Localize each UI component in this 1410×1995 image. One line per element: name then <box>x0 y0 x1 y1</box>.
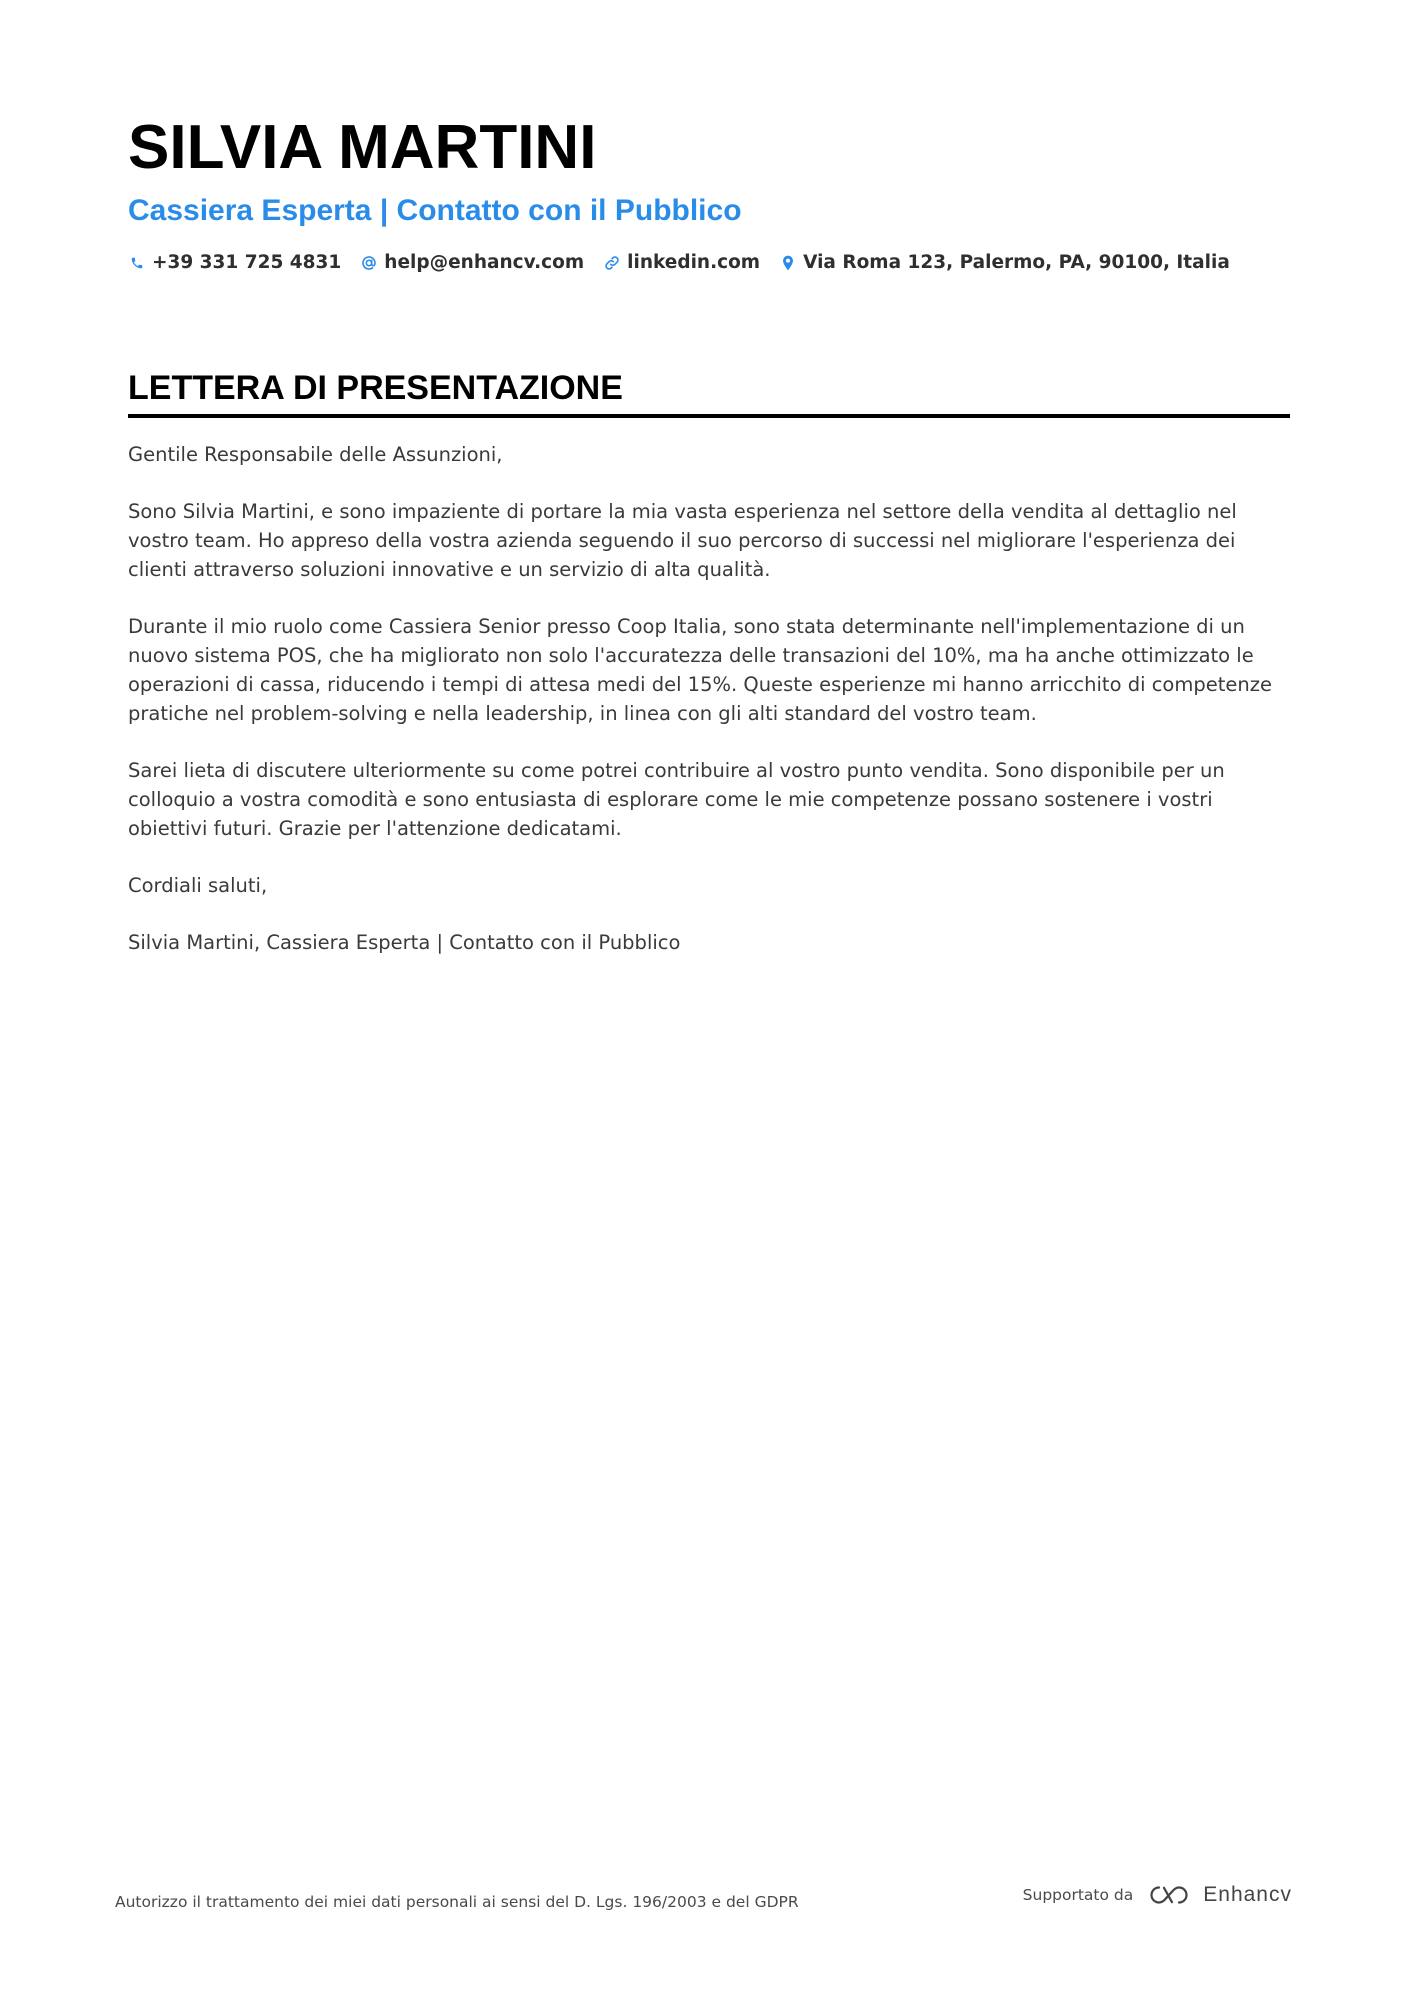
brand-name: Enhancv <box>1203 1883 1292 1906</box>
location-pin-icon <box>779 254 797 272</box>
powered-by[interactable] <box>1023 1883 1292 1907</box>
letter-paragraph: Sarei lieta di discutere ulteriormente su come potrei contribuire al vostro punto vendita. Sono disponibile per un colloquio a vostra comodità e sono entusiasta di esplorare come le mie competenze possano sostenere i vostri obiettivi futuri. Grazie per l'attenzione dedicatami. <box>128 759 1225 840</box>
enhancv-logo-icon <box>1145 1883 1193 1907</box>
letter-greeting: Gentile Responsabile delle Assunzioni, <box>128 443 503 466</box>
address-text: Via Roma 123, Palermo, PA, 90100, Italia <box>803 252 1230 273</box>
contact-info <box>128 252 1288 273</box>
phone-text: +39 331 725 4831 <box>152 252 342 273</box>
letter-paragraph: Sono Silvia Martini, e sono impaziente di portare la mia vasta esperienza nel settore della vendita al dettaglio nel vostro team. Ho appreso della vostra azienda seguendo il suo percorso di successi nel migliorare l'esperienza dei clienti attraverso soluzioni innovative e un servizio di alta qualità. <box>128 500 1237 581</box>
candidate-title: Cassiera Esperta | Contatto con il Pubblico <box>128 194 742 227</box>
powered-by-label: Supportato da <box>1022 1886 1134 1904</box>
letter-body <box>128 440 1290 985</box>
letter-closing: Cordiali saluti, <box>128 874 268 897</box>
section-header <box>128 366 1290 418</box>
letter-signature: Silvia Martini, Cassiera Esperta | Contatto con il Pubblico <box>128 931 681 954</box>
contact-email[interactable] <box>360 252 584 273</box>
link-icon <box>603 254 621 272</box>
linkedin-text: linkedin.com <box>627 252 761 273</box>
privacy-consent-note: Autorizzo il trattamento dei miei dati personali ai sensi del D. Lgs. 196/2003 e del GDPR <box>115 1893 799 1911</box>
header <box>128 108 1288 273</box>
section-divider <box>128 414 1290 418</box>
contact-phone <box>128 252 341 273</box>
candidate-name: SILVIA MARTINI <box>128 113 597 182</box>
email-text: help@enhancv.com <box>384 252 585 273</box>
section-title: LETTERA DI PRESENTAZIONE <box>128 369 623 407</box>
contact-linkedin[interactable] <box>603 252 760 273</box>
letter-paragraph: Durante il mio ruolo come Cassiera Senior presso Coop Italia, sono stata determinante nell'implementazione di un nuovo sistema POS, che ha migliorato non solo l'accuratezza delle transazioni del 10%, ma ha anche ottimizzato le operazioni di cassa, riducendo i tempi di attesa medi del 15%. Queste esperienze mi hanno arricchito di competenze pratiche nel problem-solving e nella leadership, in linea con gli alti standard del vostro team. <box>128 615 1272 725</box>
at-icon <box>360 254 378 272</box>
phone-icon <box>128 254 146 272</box>
contact-address <box>779 252 1230 273</box>
